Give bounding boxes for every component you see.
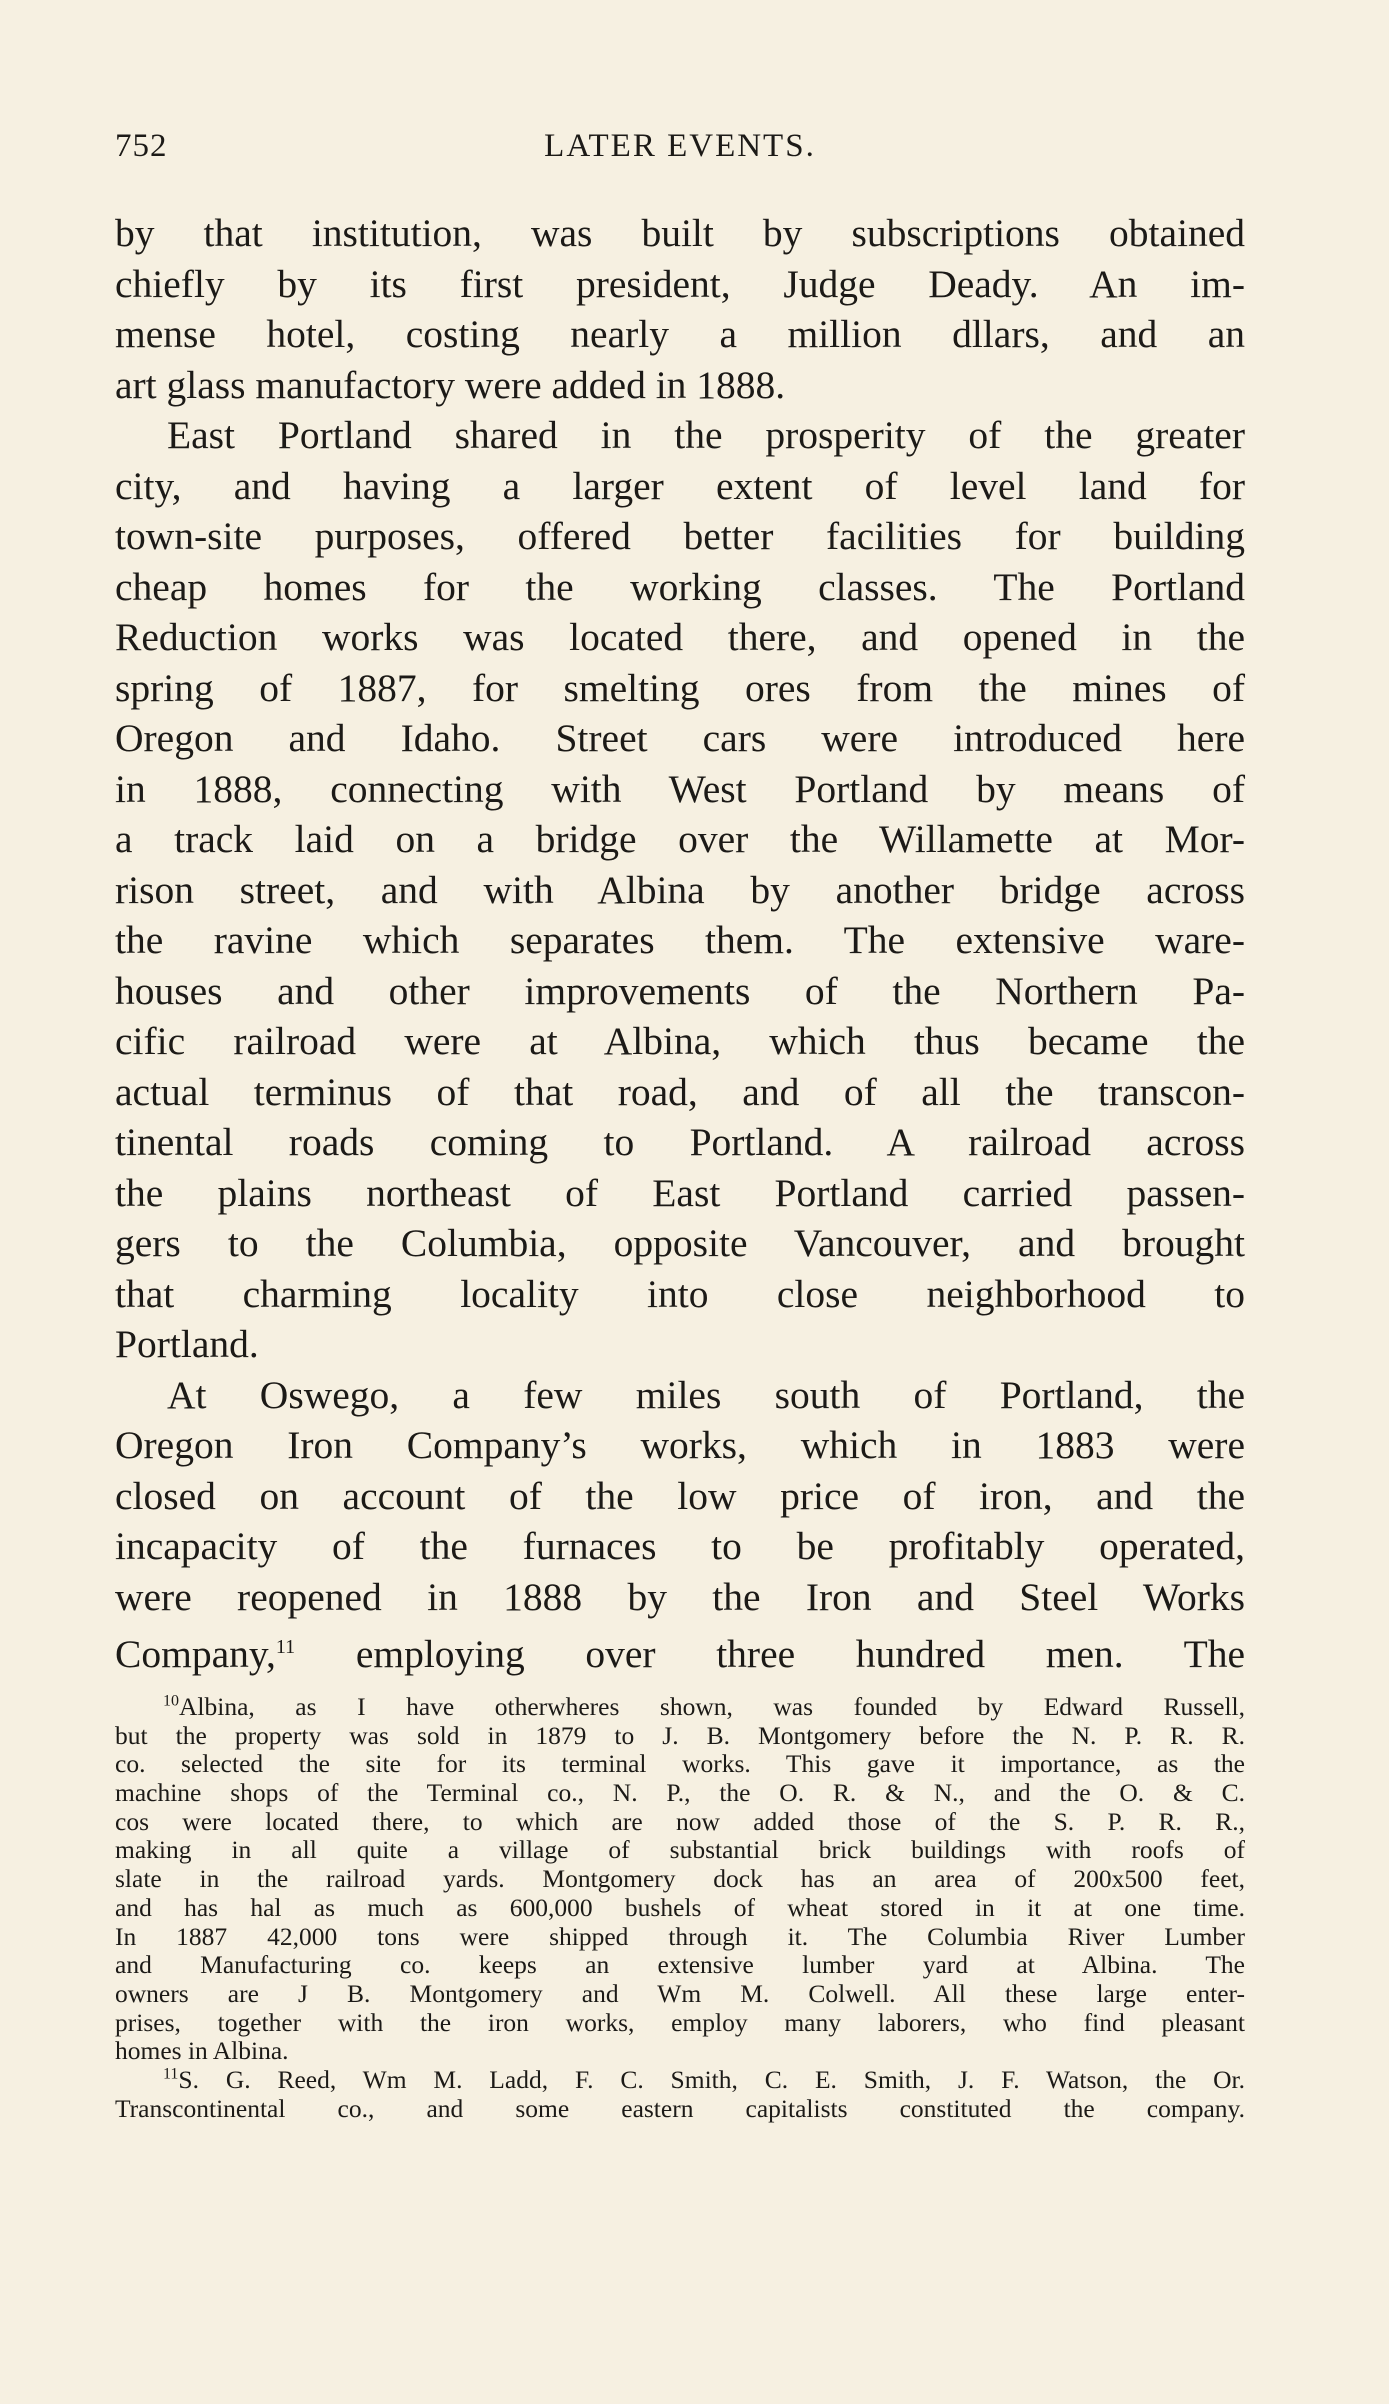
- footnote-line: but the property was sold in 1879 to J. B. Montgomery before the N. P. R. R.: [115, 1720, 1245, 1750]
- text-line: in 1888, connecting with West Portland by means of: [115, 766, 1245, 811]
- text-line: closed on account of the low price of iron, and the: [115, 1473, 1245, 1518]
- footnote-line: making in all quite a village of substantial brick buildings with roofs of: [115, 1835, 1245, 1865]
- footnote-line: prises, together with the iron works, employ many laborers, who find pleasant: [115, 2007, 1245, 2037]
- footnote-line: cos were located there, to which are now added those of the S. P. R. R.,: [115, 1806, 1245, 1836]
- text-line: art glass manufactory were added in 1888.: [115, 362, 786, 407]
- text-line: incapacity of the furnaces to be profitably operated,: [115, 1524, 1245, 1568]
- text-line: chiefly by its first president, Judge Deady. An im-: [115, 261, 1245, 306]
- page-number: 752: [115, 128, 168, 164]
- footnote-line: co. selected the site for its terminal works. This gave it importance, as the: [115, 1749, 1245, 1779]
- text-line: gers to the Columbia, opposite Vancouver, and brought: [115, 1221, 1245, 1265]
- footnote-line: and has hal as much as 600,000 bushels of wheat stored in it at one time.: [115, 1892, 1245, 1922]
- text-line: rison street, and with Albina by another bridge across: [115, 867, 1245, 912]
- text-line: Portland.: [115, 1322, 259, 1366]
- text-line: Oregon Iron Company’s works, which in 1883 were: [115, 1423, 1245, 1467]
- text-line: the plains northeast of East Portland carried passen-: [115, 1170, 1245, 1215]
- footnote-text: Albina, as I have otherwheres shown, was founded by Edward Russell,: [179, 1692, 1245, 1721]
- footnote-line: owners are J B. Montgomery and Wm M. Colwell. All these large enter-: [115, 1978, 1245, 2008]
- footnote-reference: 11: [275, 1636, 296, 1658]
- body-text: [115, 208, 1245, 1677]
- text-line: houses and other improvements of the Northern Pa-: [115, 968, 1245, 1013]
- footnote-line: Transcontinental co., and some eastern capitalists constituted the company.: [115, 2093, 1245, 2123]
- text-line: spring of 1887, for smelting ores from the mines of: [115, 665, 1245, 710]
- footnote-11: [115, 2066, 1245, 2123]
- text-line: city, and having a larger extent of level land for: [115, 463, 1245, 508]
- text-line-with-footnote-ref: [115, 1622, 1245, 1677]
- footnotes: [115, 1693, 1245, 2123]
- text-line: actual terminus of that road, and of all the transcon-: [115, 1069, 1245, 1114]
- footnote-line: homes in Albina.: [115, 2036, 289, 2066]
- running-title: LATER EVENTS.: [544, 128, 816, 164]
- text-line: by that institution, was built by subscriptions obtained: [115, 211, 1245, 255]
- text-line: East Portland shared in the prosperity of the greater: [167, 413, 1245, 457]
- footnote-marker: 10: [163, 1692, 179, 1710]
- footnote-line: and Manufacturing co. keeps an extensive lumber yard at Albina. The: [115, 1950, 1245, 1980]
- footnote-line: slate in the railroad yards. Montgomery dock has an area of 200x500 feet,: [115, 1864, 1245, 1894]
- footnote-line: machine shops of the Terminal co., N. P., the O. R. & N., and the O. & C.: [115, 1778, 1245, 1808]
- footnote-line: In 1887 42,000 tons were shipped through it. The Columbia River Lumber: [115, 1921, 1245, 1951]
- footnote-10: [115, 1693, 1245, 2066]
- text-line: a track laid on a bridge over the Willamette at Mor-: [115, 817, 1245, 861]
- running-head: [115, 128, 1245, 168]
- text-line: Reduction works was located there, and opened in the: [115, 615, 1245, 659]
- footnote-marker: 11: [163, 2065, 179, 2083]
- footnote-text: S. G. Reed, Wm M. Ladd, F. C. Smith, C. E. Smith, J. F. Watson, the Or.: [178, 2064, 1245, 2094]
- text-line: mense hotel, costing nearly a million dllars, and an: [115, 312, 1245, 356]
- text-line: that charming locality into close neighborhood to: [115, 1271, 1245, 1316]
- paragraph-1: [115, 208, 1245, 410]
- text-line: the ravine which separates them. The extensive ware-: [115, 918, 1245, 962]
- text-line: At Oswego, a few miles south of Portland, the: [167, 1372, 1245, 1417]
- text-fragment: Company,: [115, 1632, 276, 1677]
- text-line: were reopened in 1888 by the Iron and Steel Works: [115, 1574, 1245, 1619]
- text-line: cific railroad were at Albina, which thus became the: [115, 1019, 1245, 1063]
- paragraph-3: [115, 1370, 1245, 1677]
- book-page: [115, 0, 1245, 2404]
- text-line: cheap homes for the working classes. The Portland: [115, 564, 1245, 609]
- text-line: town-site purposes, offered better facilities for building: [115, 514, 1245, 558]
- footnote-line: [115, 2066, 1245, 2095]
- text-line: Oregon and Idaho. Street cars were introduced here: [115, 716, 1245, 760]
- paragraph-2: [115, 410, 1245, 1370]
- text-line: tinental roads coming to Portland. A railroad across: [115, 1120, 1245, 1164]
- text-fragment: employing over three hundred men. The: [355, 1632, 1245, 1677]
- footnote-line: [115, 1693, 1245, 1722]
